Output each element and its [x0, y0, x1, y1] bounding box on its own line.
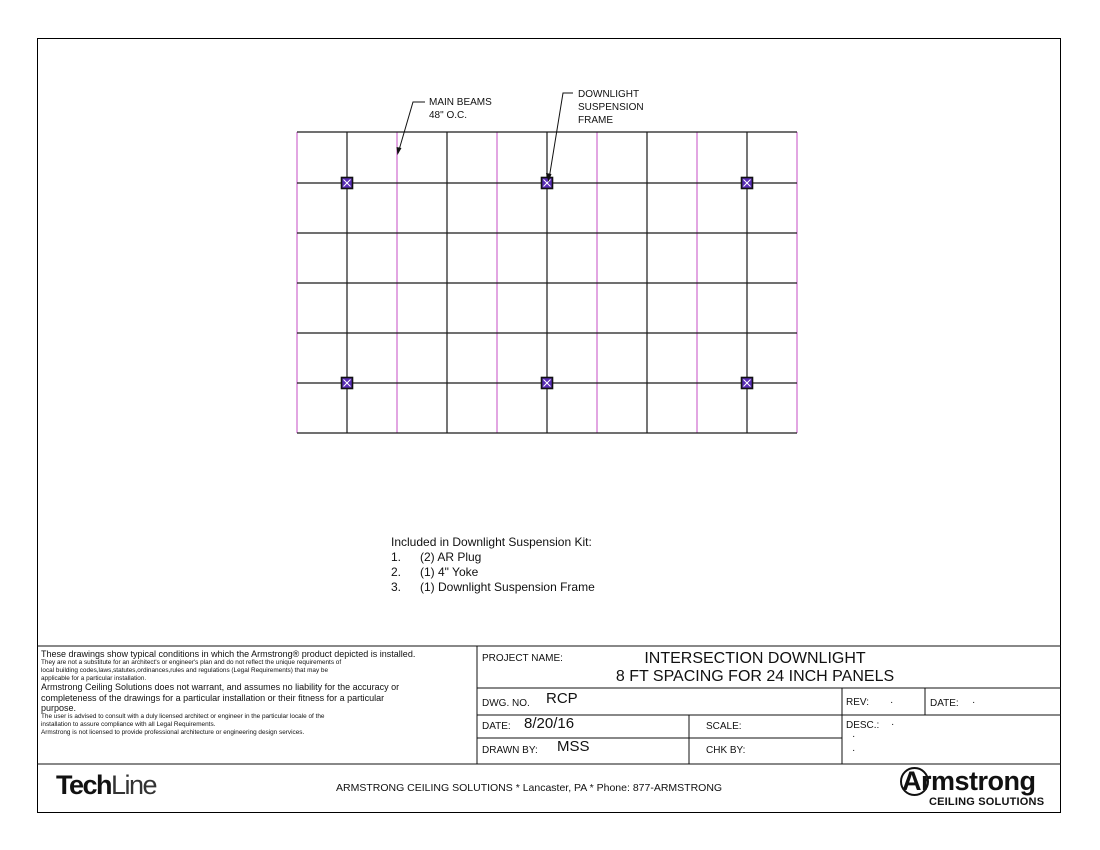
downlight-leader: [549, 93, 573, 179]
kit-heading: Included in Downlight Suspension Kit:: [391, 535, 592, 549]
techline-logo-bold: Tech: [56, 770, 112, 800]
disclaimer-line: applicable for a particular installation.: [41, 674, 147, 682]
downlight-frame-marker: [542, 378, 553, 389]
disclaimer-line: installation to assure compliance with all Legal Requirements.: [41, 721, 216, 728]
downlight-callout-line: SUSPENSION: [578, 102, 644, 113]
kit-item-text: (1) Downlight Suspension Frame: [420, 580, 595, 594]
dwg-no-label: DWG. NO.: [482, 698, 530, 709]
drawn-by-label: DRAWN BY:: [482, 745, 538, 756]
disclaimer-line: Armstrong is not licensed to provide professional architecture or engineering design services.: [41, 728, 305, 736]
kit-item-number: 1.: [391, 550, 402, 564]
desc-label: DESC.:: [846, 720, 880, 731]
date-label-top: DATE:: [930, 698, 959, 709]
project-title-line: 8 FT SPACING FOR 24 INCH PANELS: [615, 668, 895, 685]
techline-logo: [56, 769, 156, 801]
armstrong-logo: [902, 766, 1052, 809]
project-title-line: INTERSECTION DOWNLIGHT: [644, 650, 866, 667]
date-label: DATE:: [482, 721, 511, 732]
project-name-label: PROJECT NAME:: [482, 653, 563, 664]
scale-label: SCALE:: [706, 721, 742, 732]
disclaimer-line: purpose.: [41, 703, 77, 713]
armstrong-logo-ring: [900, 767, 929, 796]
rev-label: REV:: [846, 697, 869, 708]
kit-item-text: (2) AR Plug: [420, 550, 482, 564]
disclaimer-line: The user is advised to consult with a duly licensed architect or engineer in the particular locale of the: [41, 713, 325, 721]
desc-value: ·: [852, 745, 856, 756]
desc-value: ·: [891, 719, 895, 730]
armstrong-logo-wordmark: [902, 766, 1052, 796]
downlight-frame-marker: [542, 178, 553, 189]
downlight-callout-line: FRAME: [578, 115, 613, 126]
dwg-no-value: RCP: [546, 690, 578, 707]
disclaimer-line: These drawings show typical conditions in which the Armstrong® product depicted is installed.: [41, 649, 416, 659]
main-beams-callout-line: MAIN BEAMS: [429, 97, 492, 108]
armstrong-logo-text: Armstrong: [902, 766, 1036, 796]
kit-item: [391, 580, 595, 595]
main-beams-leader: [399, 102, 425, 150]
disclaimer-line: Armstrong Ceiling Solutions does not warrant, and assumes no liability for the accuracy or: [41, 682, 400, 693]
armstrong-logo-subtitle: CEILING SOLUTIONS: [929, 796, 1045, 808]
disclaimer-line: local building codes,laws,statutes,ordinances,rules and regulations (Legal Requirements) that may be: [41, 667, 329, 674]
project-title: [580, 650, 930, 686]
date-value: 8/20/16: [524, 715, 575, 732]
kit-contents-note: [391, 535, 595, 595]
legal-disclaimer: [41, 649, 475, 736]
disclaimer-line: completeness of the drawings for a particular installation or their fitness for a particular: [41, 692, 385, 703]
kit-item: [391, 550, 595, 565]
kit-item-number: 3.: [391, 580, 402, 594]
downlight-frame-marker: [342, 378, 353, 389]
downlight-callout: [578, 88, 644, 127]
disclaimer-line: They are not a substitute for an architect's or engineer's plan and do not reflect the unique requirements of: [41, 659, 342, 667]
downlight-frame-marker: [742, 378, 753, 389]
drawn-by-value: MSS: [557, 738, 590, 755]
company-contact-line: ARMSTRONG CEILING SOLUTIONS * Lancaster, PA * Phone: 877-ARMSTRONG: [336, 782, 723, 794]
date-value-top: ·: [972, 697, 976, 708]
desc-value: ·: [852, 731, 856, 742]
kit-item-text: (1) 4" Yoke: [420, 565, 479, 579]
leader-arrowheads: [397, 147, 552, 182]
downlight-callout-line: DOWNLIGHT: [578, 89, 640, 100]
techline-logo-light: Line: [111, 770, 157, 800]
main-beams-callout: [429, 96, 492, 122]
downlight-frame-marker: [342, 178, 353, 189]
main-beams-callout-line: 48" O.C.: [429, 110, 468, 121]
downlight-frame-marker: [742, 178, 753, 189]
kit-item-number: 2.: [391, 565, 402, 579]
rev-value: ·: [890, 697, 894, 708]
chk-by-label: CHK BY:: [706, 745, 746, 756]
kit-item: [391, 565, 595, 580]
